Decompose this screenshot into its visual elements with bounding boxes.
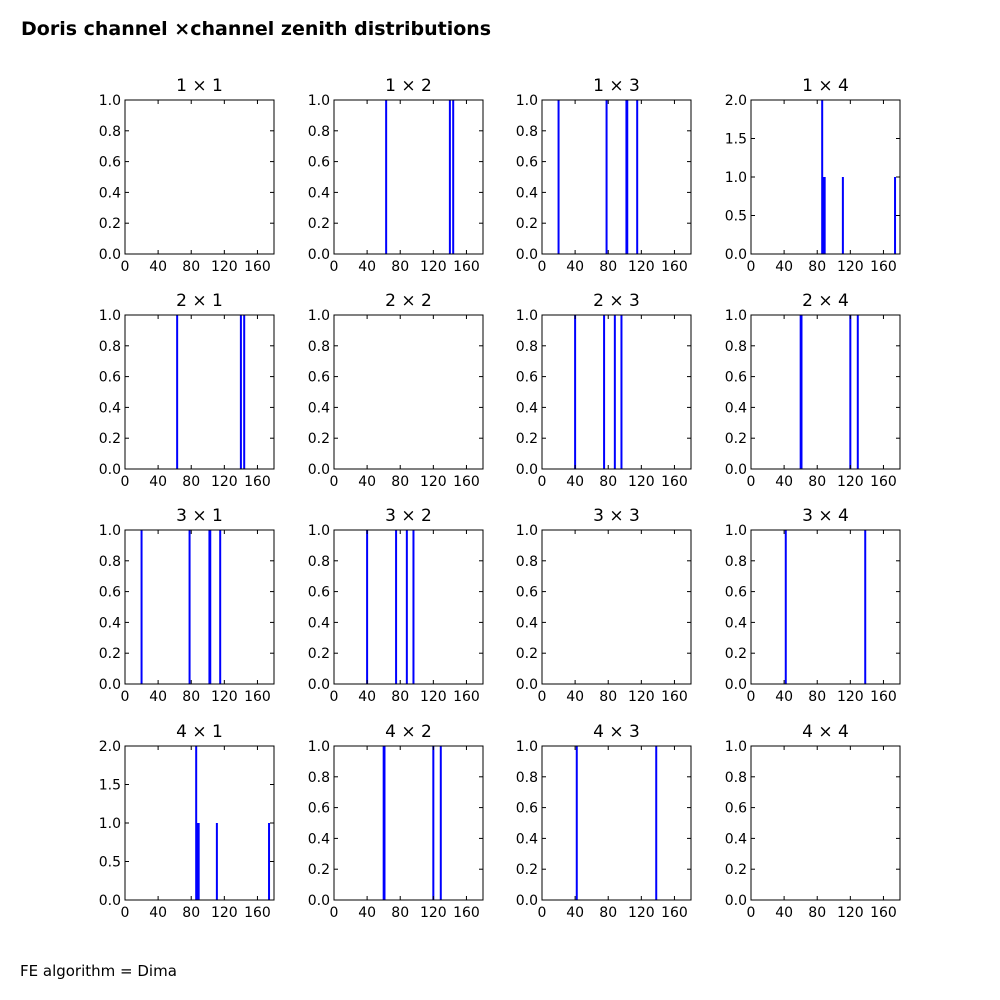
y-tick-label: 0.0 xyxy=(307,893,330,909)
axes-frame xyxy=(751,315,900,469)
y-tick-label: 0.0 xyxy=(724,462,747,478)
x-tick-label: 120 xyxy=(419,905,447,921)
figure-title: Doris channel ×channel zenith distributions xyxy=(21,18,492,40)
x-tick-label: 40 xyxy=(566,689,585,705)
x-tick-label: 80 xyxy=(808,905,827,921)
subplot-4-4 xyxy=(725,722,900,921)
y-tick-label: 0.6 xyxy=(307,584,330,601)
x-tick-label: 0 xyxy=(329,259,339,275)
y-tick-label: 0.6 xyxy=(515,154,538,171)
y-tick-label: 0.8 xyxy=(515,123,538,140)
y-tick-label: 1.0 xyxy=(515,93,538,109)
y-tick-label: 1.0 xyxy=(98,816,121,832)
y-tick-label: 1.0 xyxy=(307,523,330,539)
x-tick-label: 120 xyxy=(836,259,864,275)
subplot-title: 4 × 3 xyxy=(593,722,640,742)
y-tick-label: 0.0 xyxy=(98,247,121,263)
x-tick-label: 0 xyxy=(329,905,339,921)
y-tick-label: 0.0 xyxy=(724,677,747,693)
y-tick-label: 0.2 xyxy=(724,646,747,663)
x-tick-label: 0 xyxy=(120,259,130,275)
y-tick-label: 0.2 xyxy=(515,646,538,663)
x-tick-label: 80 xyxy=(391,474,410,490)
axes-frame xyxy=(334,100,483,254)
y-tick-label: 0.8 xyxy=(307,769,330,786)
x-tick-label: 80 xyxy=(599,259,618,275)
subplot-title: 3 × 2 xyxy=(385,506,432,526)
subplot-4-2 xyxy=(308,722,483,921)
x-tick-label: 80 xyxy=(182,474,201,490)
x-tick-label: 160 xyxy=(661,259,688,275)
y-tick-label: 0.2 xyxy=(724,431,747,448)
axes-frame xyxy=(751,746,900,900)
y-tick-label: 0.8 xyxy=(307,553,330,570)
y-tick-label: 0.2 xyxy=(307,431,330,448)
x-tick-label: 0 xyxy=(537,259,547,275)
y-tick-label: 0.2 xyxy=(515,431,538,448)
subplot-2-3 xyxy=(516,291,691,490)
y-tick-label: 0.6 xyxy=(724,800,747,817)
subplot-title: 3 × 1 xyxy=(176,506,223,526)
x-tick-label: 0 xyxy=(746,474,756,490)
y-tick-label: 0.0 xyxy=(724,247,747,263)
x-tick-label: 160 xyxy=(870,259,897,275)
subplot-2-2 xyxy=(308,291,483,490)
x-tick-label: 0 xyxy=(120,905,130,921)
x-tick-label: 40 xyxy=(149,259,168,275)
y-tick-label: 0.2 xyxy=(515,216,538,233)
x-tick-label: 160 xyxy=(870,689,897,705)
x-tick-label: 160 xyxy=(661,905,688,921)
y-tick-label: 0.4 xyxy=(515,185,538,202)
axes-frame xyxy=(334,746,483,900)
y-tick-label: 0.8 xyxy=(724,338,747,355)
y-tick-label: 0.4 xyxy=(98,185,121,202)
subplot-4-3 xyxy=(516,722,691,921)
subplot-title: 1 × 3 xyxy=(593,76,640,96)
y-tick-label: 0.0 xyxy=(98,893,121,909)
subplot-1-2 xyxy=(308,76,483,275)
x-tick-label: 160 xyxy=(244,259,271,275)
y-tick-label: 1.0 xyxy=(724,739,747,755)
x-tick-label: 0 xyxy=(329,689,339,705)
subplot-3-4 xyxy=(725,506,900,705)
y-tick-label: 0.6 xyxy=(515,584,538,601)
x-tick-label: 160 xyxy=(870,474,897,490)
y-tick-label: 0.4 xyxy=(98,400,121,417)
y-tick-label: 0.0 xyxy=(515,677,538,693)
x-tick-label: 120 xyxy=(419,689,447,705)
x-tick-label: 120 xyxy=(836,905,864,921)
x-tick-label: 0 xyxy=(329,474,339,490)
subplot-1-4 xyxy=(725,76,900,275)
x-tick-label: 40 xyxy=(358,259,377,275)
y-tick-label: 0.8 xyxy=(307,338,330,355)
x-tick-label: 120 xyxy=(836,474,864,490)
axes-frame xyxy=(125,100,274,254)
x-tick-label: 0 xyxy=(746,689,756,705)
x-tick-label: 120 xyxy=(210,474,238,490)
x-tick-label: 40 xyxy=(149,689,168,705)
y-tick-label: 1.0 xyxy=(307,739,330,755)
x-tick-label: 40 xyxy=(149,905,168,921)
subplot-3-2 xyxy=(308,506,483,705)
y-tick-label: 1.0 xyxy=(724,523,747,539)
x-tick-label: 40 xyxy=(566,474,585,490)
y-tick-label: 0.6 xyxy=(515,369,538,386)
subplot-title: 1 × 1 xyxy=(176,76,223,96)
y-tick-label: 0.4 xyxy=(307,831,330,848)
x-tick-label: 160 xyxy=(661,474,688,490)
y-tick-label: 0.6 xyxy=(724,369,747,386)
x-tick-label: 160 xyxy=(870,905,897,921)
y-tick-label: 1.0 xyxy=(98,308,121,324)
x-tick-label: 40 xyxy=(358,689,377,705)
y-tick-label: 0.2 xyxy=(98,216,121,233)
x-tick-label: 120 xyxy=(210,905,238,921)
y-tick-label: 0.4 xyxy=(515,615,538,632)
subplot-title: 3 × 3 xyxy=(593,506,640,526)
x-tick-label: 0 xyxy=(120,689,130,705)
subplot-title: 4 × 1 xyxy=(176,722,223,742)
x-tick-label: 80 xyxy=(182,259,201,275)
y-tick-label: 0.0 xyxy=(307,677,330,693)
y-tick-label: 0.8 xyxy=(98,338,121,355)
y-tick-label: 1.0 xyxy=(307,308,330,324)
x-tick-label: 80 xyxy=(599,689,618,705)
y-tick-label: 0.6 xyxy=(98,154,121,171)
y-tick-label: 0.0 xyxy=(307,462,330,478)
footer-note: FE algorithm = Dima xyxy=(20,962,177,980)
x-tick-label: 80 xyxy=(808,689,827,705)
x-tick-label: 80 xyxy=(808,474,827,490)
subplot-1-1 xyxy=(99,76,274,275)
x-tick-label: 80 xyxy=(808,259,827,275)
subplot-title: 2 × 1 xyxy=(176,291,223,311)
axes-frame xyxy=(125,315,274,469)
y-tick-label: 0.2 xyxy=(98,646,121,663)
y-tick-label: 2.0 xyxy=(724,93,747,109)
axes-frame xyxy=(542,100,691,254)
x-tick-label: 40 xyxy=(358,474,377,490)
subplot-title: 2 × 3 xyxy=(593,291,640,311)
x-tick-label: 160 xyxy=(244,474,271,490)
x-tick-label: 120 xyxy=(627,689,655,705)
y-tick-label: 0.6 xyxy=(307,154,330,171)
y-tick-label: 1.5 xyxy=(724,131,747,148)
x-tick-label: 0 xyxy=(746,259,756,275)
y-tick-label: 0.6 xyxy=(307,800,330,817)
y-tick-label: 0.2 xyxy=(307,862,330,879)
x-tick-label: 120 xyxy=(836,689,864,705)
x-tick-label: 160 xyxy=(453,474,480,490)
x-tick-label: 40 xyxy=(775,259,794,275)
x-tick-label: 120 xyxy=(419,259,447,275)
x-tick-label: 80 xyxy=(391,259,410,275)
y-tick-label: 0.0 xyxy=(98,462,121,478)
y-tick-label: 0.6 xyxy=(98,369,121,386)
x-tick-label: 40 xyxy=(775,905,794,921)
x-tick-label: 40 xyxy=(149,474,168,490)
x-tick-label: 0 xyxy=(120,474,130,490)
x-tick-label: 80 xyxy=(182,689,201,705)
x-tick-label: 40 xyxy=(358,905,377,921)
axes-frame xyxy=(542,315,691,469)
y-tick-label: 0.5 xyxy=(98,854,121,871)
y-tick-label: 0.4 xyxy=(724,831,747,848)
y-tick-label: 0.6 xyxy=(515,800,538,817)
y-tick-label: 0.4 xyxy=(724,615,747,632)
x-tick-label: 120 xyxy=(210,689,238,705)
y-tick-label: 0.4 xyxy=(724,400,747,417)
y-tick-label: 0.2 xyxy=(307,646,330,663)
y-tick-label: 0.4 xyxy=(307,400,330,417)
y-tick-label: 0.0 xyxy=(98,677,121,693)
subplot-title: 2 × 2 xyxy=(385,291,432,311)
y-tick-label: 1.0 xyxy=(515,739,538,755)
subplot-4-1 xyxy=(99,722,274,921)
x-tick-label: 120 xyxy=(627,259,655,275)
y-tick-label: 0.2 xyxy=(724,862,747,879)
y-tick-label: 1.0 xyxy=(307,93,330,109)
subplot-title: 4 × 4 xyxy=(802,722,849,742)
y-tick-label: 0.8 xyxy=(724,553,747,570)
x-tick-label: 40 xyxy=(775,474,794,490)
y-tick-label: 0.4 xyxy=(98,615,121,632)
y-tick-label: 0.0 xyxy=(724,893,747,909)
y-tick-label: 1.5 xyxy=(98,777,121,794)
axes-frame xyxy=(751,530,900,684)
subplot-title: 1 × 4 xyxy=(802,76,849,96)
x-tick-label: 0 xyxy=(537,474,547,490)
subplot-title: 4 × 2 xyxy=(385,722,432,742)
y-tick-label: 0.2 xyxy=(307,216,330,233)
x-tick-label: 160 xyxy=(244,689,271,705)
y-tick-label: 1.0 xyxy=(98,93,121,109)
y-tick-label: 0.8 xyxy=(515,769,538,786)
x-tick-label: 160 xyxy=(453,905,480,921)
y-tick-label: 0.4 xyxy=(307,615,330,632)
x-tick-label: 80 xyxy=(391,689,410,705)
axes-frame xyxy=(334,530,483,684)
axes-frame xyxy=(542,746,691,900)
y-tick-label: 0.0 xyxy=(515,462,538,478)
y-tick-label: 2.0 xyxy=(98,739,121,755)
y-tick-label: 0.6 xyxy=(724,584,747,601)
y-tick-label: 0.8 xyxy=(515,553,538,570)
x-tick-label: 80 xyxy=(182,905,201,921)
y-tick-label: 1.0 xyxy=(724,170,747,186)
y-tick-label: 1.0 xyxy=(98,523,121,539)
x-tick-label: 160 xyxy=(244,905,271,921)
x-tick-label: 0 xyxy=(537,689,547,705)
x-tick-label: 120 xyxy=(627,474,655,490)
y-tick-label: 0.2 xyxy=(515,862,538,879)
y-tick-label: 0.8 xyxy=(98,553,121,570)
x-tick-label: 160 xyxy=(453,259,480,275)
x-tick-label: 80 xyxy=(599,905,618,921)
y-tick-label: 0.6 xyxy=(307,369,330,386)
x-tick-label: 40 xyxy=(566,905,585,921)
x-tick-label: 40 xyxy=(566,259,585,275)
axes-frame xyxy=(125,530,274,684)
subplot-2-1 xyxy=(99,291,274,490)
y-tick-label: 0.0 xyxy=(307,247,330,263)
x-tick-label: 80 xyxy=(391,905,410,921)
x-tick-label: 80 xyxy=(599,474,618,490)
y-tick-label: 0.8 xyxy=(98,123,121,140)
y-tick-label: 0.4 xyxy=(307,185,330,202)
x-tick-label: 0 xyxy=(537,905,547,921)
subplot-3-3 xyxy=(516,506,691,705)
y-tick-label: 1.0 xyxy=(515,308,538,324)
y-tick-label: 0.0 xyxy=(515,893,538,909)
y-tick-label: 0.6 xyxy=(98,584,121,601)
subplot-title: 1 × 2 xyxy=(385,76,432,96)
y-tick-label: 0.5 xyxy=(724,208,747,225)
x-tick-label: 120 xyxy=(627,905,655,921)
y-tick-label: 0.8 xyxy=(307,123,330,140)
subplot-2-4 xyxy=(725,291,900,490)
y-tick-label: 1.0 xyxy=(724,308,747,324)
subplot-3-1 xyxy=(99,506,274,705)
y-tick-label: 0.8 xyxy=(724,769,747,786)
y-tick-label: 0.4 xyxy=(515,400,538,417)
y-tick-label: 0.8 xyxy=(515,338,538,355)
x-tick-label: 40 xyxy=(775,689,794,705)
x-tick-label: 0 xyxy=(746,905,756,921)
y-tick-label: 1.0 xyxy=(515,523,538,539)
x-tick-label: 160 xyxy=(453,689,480,705)
y-tick-label: 0.4 xyxy=(515,831,538,848)
x-tick-label: 160 xyxy=(661,689,688,705)
subplot-title: 2 × 4 xyxy=(802,291,849,311)
axes-frame xyxy=(542,530,691,684)
x-tick-label: 120 xyxy=(210,259,238,275)
subplot-1-3 xyxy=(516,76,691,275)
subplot-title: 3 × 4 xyxy=(802,506,849,526)
y-tick-label: 0.2 xyxy=(98,431,121,448)
y-tick-label: 0.0 xyxy=(515,247,538,263)
axes-frame xyxy=(334,315,483,469)
x-tick-label: 120 xyxy=(419,474,447,490)
